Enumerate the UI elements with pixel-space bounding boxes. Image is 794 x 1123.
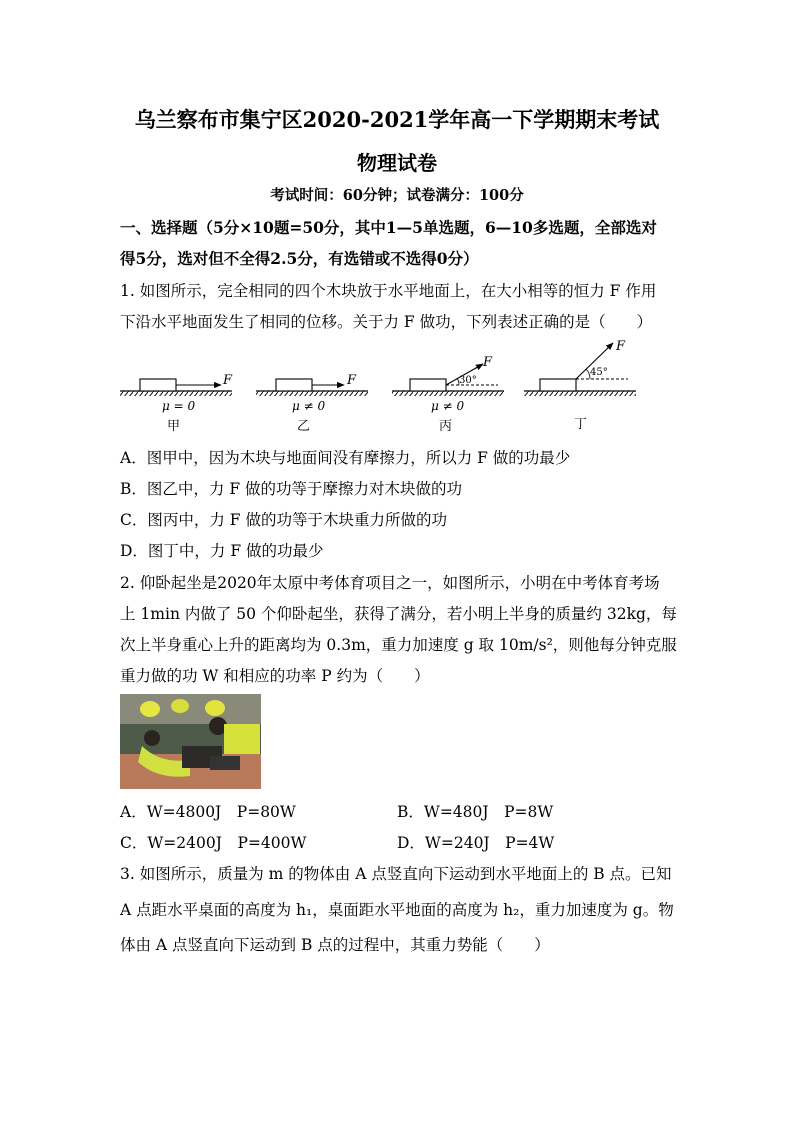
panel-ding-force-label: F bbox=[616, 339, 626, 354]
q1-option-a: A．图甲中，因为木块与地面间没有摩擦力，所以力 F 做的功最少 bbox=[120, 449, 571, 467]
panel-bing-mu: μ ≠ 0 bbox=[431, 399, 465, 413]
panel-jia-force-label: F bbox=[223, 373, 233, 388]
q2-option-b: B．W=480J P=8W bbox=[397, 803, 554, 821]
panel-yi-force-label: F bbox=[347, 373, 357, 388]
section-heading-line1: 一、选择题（5分×10题=50分，其中1—5单选题，6—10多选题，全部选对 bbox=[120, 218, 657, 237]
q1-force-diagram bbox=[118, 338, 658, 434]
panel-ding bbox=[524, 339, 636, 432]
q3-stem-line1: 3. 如图所示，质量为 m 的物体由 A 点竖直向下运动到水平地面上的 B 点。已知 bbox=[120, 865, 672, 883]
panel-ding-angle: 45° bbox=[590, 367, 608, 378]
q2-stem-line3: 次上半身重心上升的距离均为 0.3m，重力加速度 g 取 10m/s²，则他每分钟克服 bbox=[120, 636, 677, 654]
panel-ding-caption: 丁 bbox=[574, 417, 588, 432]
q1-option-c: C．图丙中，力 F 做的功等于木块重力所做的功 bbox=[120, 511, 447, 529]
panel-yi bbox=[256, 373, 368, 434]
q2-stem-line4: 重力做的功 W 和相应的功率 P 约为（ ） bbox=[120, 667, 430, 685]
q1-option-b: B．图乙中，力 F 做的功等于摩擦力对木块做的功 bbox=[120, 480, 463, 498]
exam-title: 乌兰察布市集宁区2020-2021学年高一下学期期末考试 bbox=[134, 107, 660, 132]
q1-stem-line2: 下沿水平地面发生了相同的位移。关于力 F 做功，下列表述正确的是（ ） bbox=[120, 313, 653, 331]
panel-bing-force-label: F bbox=[483, 355, 493, 370]
panel-yi-mu: μ ≠ 0 bbox=[292, 399, 326, 413]
exam-subject: 物理试卷 bbox=[357, 151, 437, 175]
q3-stem-line3: 体由 A 点竖直向下运动到 B 点的过程中，其重力势能（ ） bbox=[120, 936, 550, 954]
q2-option-a: A．W=4800J P=80W bbox=[120, 803, 296, 821]
panel-jia-mu: μ = 0 bbox=[162, 399, 196, 413]
section-heading-line2: 得5分，选对但不全得2.5分，有选错或不选得0分） bbox=[120, 249, 479, 268]
panel-bing-angle: 30° bbox=[459, 375, 477, 386]
panel-bing-caption: 丙 bbox=[439, 419, 453, 434]
panel-jia-caption: 甲 bbox=[167, 419, 181, 434]
panel-jia bbox=[120, 373, 233, 434]
exam-info: 考试时间：60分钟；试卷满分：100分 bbox=[270, 187, 524, 204]
q3-stem-line2: A 点距水平桌面的高度为 h₁，桌面距水平地面的高度为 h₂，重力加速度为 g。物 bbox=[120, 901, 674, 919]
q2-option-c: C．W=2400J P=400W bbox=[120, 834, 307, 852]
q1-stem-line1: 1. 如图所示，完全相同的四个木块放于水平地面上，在大小相等的恒力 F 作用 bbox=[120, 282, 657, 300]
panel-bing bbox=[392, 355, 504, 434]
q2-stem-line1: 2. 仰卧起坐是2020年太原中考体育项目之一，如图所示，小明在中考体育考场 bbox=[120, 574, 660, 592]
panel-yi-caption: 乙 bbox=[297, 419, 311, 434]
q1-option-d: D．图丁中，力 F 做的功最少 bbox=[120, 542, 324, 560]
q2-stem-line2: 上 1min 内做了 50 个仰卧起坐，获得了满分，若小明上半身的质量约 32kg，每 bbox=[120, 605, 677, 623]
situp-photo bbox=[120, 694, 261, 789]
q2-option-d: D．W=240J P=4W bbox=[397, 834, 555, 852]
